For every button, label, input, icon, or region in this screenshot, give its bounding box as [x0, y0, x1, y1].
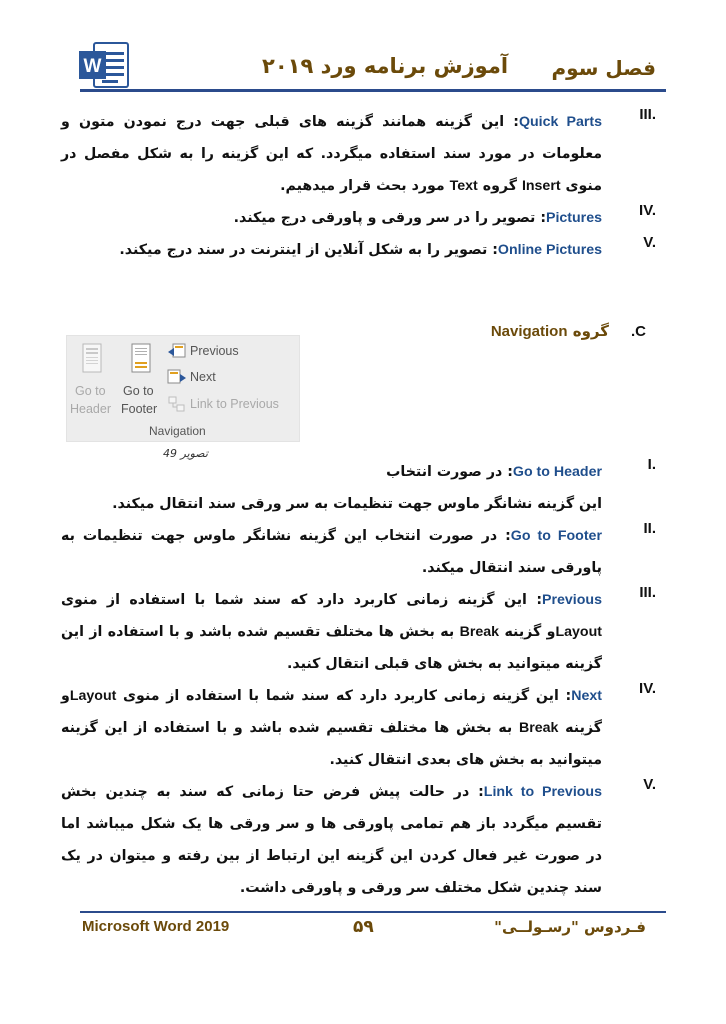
svg-text:W: W	[83, 56, 102, 77]
list-item: IV. Pictures: تصویر را در سر ورقی و پاورقی درج میکند.	[233, 202, 656, 226]
footer-rule	[80, 911, 666, 913]
link-to-previous-label: Link to Previous	[190, 397, 279, 411]
item-keyword-inline: Break	[519, 720, 559, 736]
header-chapter: فصل سوم	[551, 56, 656, 80]
item-text: گروه	[477, 178, 522, 194]
item-keyword: Link to Previous	[483, 784, 602, 800]
list-item: V. Link to Previous: در حالت پیش فرض حتا زمانی که سند به چندین بخش تقسیم میگردد باز هم تمامی پاورقی ها و سر ورقی ها یک شکل میباشد اما در صورت غیر فعال کردن این گزینه این ارتباط از بین رفته و میتوان در یک سند چندین شکل مختلف سر ورقی و پاورقی داشت.	[61, 776, 656, 896]
link-to-previous-icon	[167, 396, 187, 412]
item-keyword: Previous	[542, 592, 602, 608]
item-text: تصویر را به شکل آنلاین از اینترنت در سند درج میکند.	[119, 242, 488, 258]
item-keyword: Go to Footer	[510, 528, 602, 544]
go-to-header-icon	[79, 342, 105, 376]
navigation-ribbon-figure	[66, 335, 300, 442]
item-keyword-inline: Insert	[521, 178, 561, 194]
item-keyword: Quick Parts	[518, 114, 602, 130]
section-heading	[491, 322, 646, 340]
item-text: این گزینه نشانگر ماوس جهت تنظیمات به سر ورقی سند انتقال میکند.	[112, 496, 602, 512]
item-keyword-inline: Layout	[69, 688, 117, 704]
figure-caption: تصویر 49	[163, 447, 208, 460]
item-number: V.	[643, 234, 656, 251]
item-text: و گزینه	[499, 624, 556, 640]
item-text: در حالت پیش فرض حتا زمانی که سند به چندین بخش تقسیم میگردد باز هم تمامی پاورقی ها و سر ورقی ها یک شکل میباشد اما در صورت غیر فعال کردن این گزینه این ارتباط از بین رفته و میتوان در یک سند چندین شکل مختلف سر ورقی و پاورقی داشت.	[61, 784, 602, 896]
list-item: III. Quick Parts: این گزینه همانند گزینه های قبلی جهت درج نمودن متون و معلومات در مورد سند استفاده میگردد. که این گزینه را به شکل مفصل در منوی Insert گروه Text مورد بحث قرار میدهیم.	[61, 106, 656, 194]
item-keyword: Online Pictures	[497, 242, 602, 258]
item-number: I.	[647, 456, 656, 473]
item-text: و گزینه	[61, 688, 602, 736]
list-item: V. Online Pictures: تصویر را به شکل آنلاین از اینترنت در سند درج میکند.	[119, 234, 656, 258]
item-text: این گزینه زمانی کاربرد دارد که سند شما با استفاده از منوی	[116, 688, 559, 704]
item-number: III.	[639, 106, 656, 123]
list-item: II. Go to Footer: در صورت انتخاب این گزینه نشانگر ماوس جهت تنظیمات به پاورقی سند انتقال میکند.	[61, 520, 656, 576]
item-number: IV.	[639, 202, 656, 219]
item-keyword: Next	[571, 688, 602, 704]
go-to-footer-line1[interactable]: Go to	[123, 384, 154, 398]
footer-author: فـردوس "رسـولــی"	[494, 918, 646, 936]
item-text: این گزینه زمانی کاربرد دارد که سند شما با استفاده از منوی	[61, 592, 527, 608]
item-text: تصویر را در سر ورقی و پاورقی درج میکند.	[233, 210, 536, 226]
item-text: به بخش ها مختلف تقسیم شده باشد و با استفاده از این گزینه میتوانید به بخش های قبلی انتقال کنید.	[61, 624, 602, 672]
go-to-header-line2: Header	[70, 402, 111, 416]
item-text: در صورت انتخاب	[386, 464, 503, 480]
item-keyword-inline: Break	[459, 624, 500, 640]
go-to-footer-line2[interactable]: Footer	[121, 402, 158, 416]
item-keyword: Go to Header	[512, 464, 602, 480]
section-letter: C.	[630, 323, 646, 340]
section-name: Navigation	[490, 323, 568, 340]
section-label: گروه	[572, 322, 609, 340]
item-number: V.	[643, 776, 656, 793]
footer-product: Microsoft Word 2019	[82, 918, 230, 935]
item-number: III.	[639, 584, 656, 601]
list-item: III. Previous: این گزینه زمانی کاربرد دارد که سند شما با استفاده از منوی Layoutو گزینه Break به بخش ها مختلف تقسیم شده باشد و با استفاده از این گزینه میتوانید به بخش های قبلی انتقال کنید.	[61, 584, 656, 672]
list-item: IV. Next: این گزینه زمانی کاربرد دارد که سند شما با استفاده از منوی Layoutو گزینه Break به بخش ها مختلف تقسیم شده باشد و با استفاده از این گزینه میتوانید به بخش های بعدی انتقال کنید.	[61, 680, 656, 768]
item-number: IV.	[639, 680, 656, 697]
previous-label[interactable]: Previous	[190, 344, 239, 358]
next-label[interactable]: Next	[190, 370, 216, 384]
next-icon[interactable]	[167, 369, 187, 385]
previous-icon[interactable]	[167, 343, 187, 359]
ribbon-group-label: Navigation	[149, 424, 206, 438]
header-rule	[80, 89, 666, 92]
item-text: به بخش ها مختلف تقسیم شده باشد و با استفاده از این گزینه میتوانید به بخش های بعدی انتقال کنید.	[61, 720, 602, 768]
item-keyword-inline: Layout	[555, 624, 602, 640]
page-number: ۵۹	[353, 917, 374, 937]
header-title: آموزش برنامه ورد ۲۰۱۹	[262, 54, 509, 78]
item-keyword-inline: Text	[449, 178, 478, 194]
item-number: II.	[643, 520, 656, 537]
item-text: این گزینه همانند گزینه های قبلی جهت درج نمودن متون و معلومات در مورد سند استفاده میگردد. که این گزینه را به شکل مفصل در منوی	[61, 114, 602, 194]
item-text: در صورت انتخاب این گزینه نشانگر ماوس جهت تنظیمات به پاورقی سند انتقال میکند.	[61, 528, 602, 576]
go-to-footer-icon[interactable]	[128, 342, 154, 376]
item-text: مورد بحث قرار میدهیم.	[280, 178, 450, 194]
item-keyword: Pictures	[546, 210, 602, 226]
list-item: I. Go to Header: در صورت انتخاب این گزینه نشانگر ماوس جهت تنظیمات به سر ورقی سند انتقال میکند.	[112, 456, 656, 512]
word-logo-icon	[78, 40, 130, 90]
go-to-header-line1: Go to	[75, 384, 106, 398]
